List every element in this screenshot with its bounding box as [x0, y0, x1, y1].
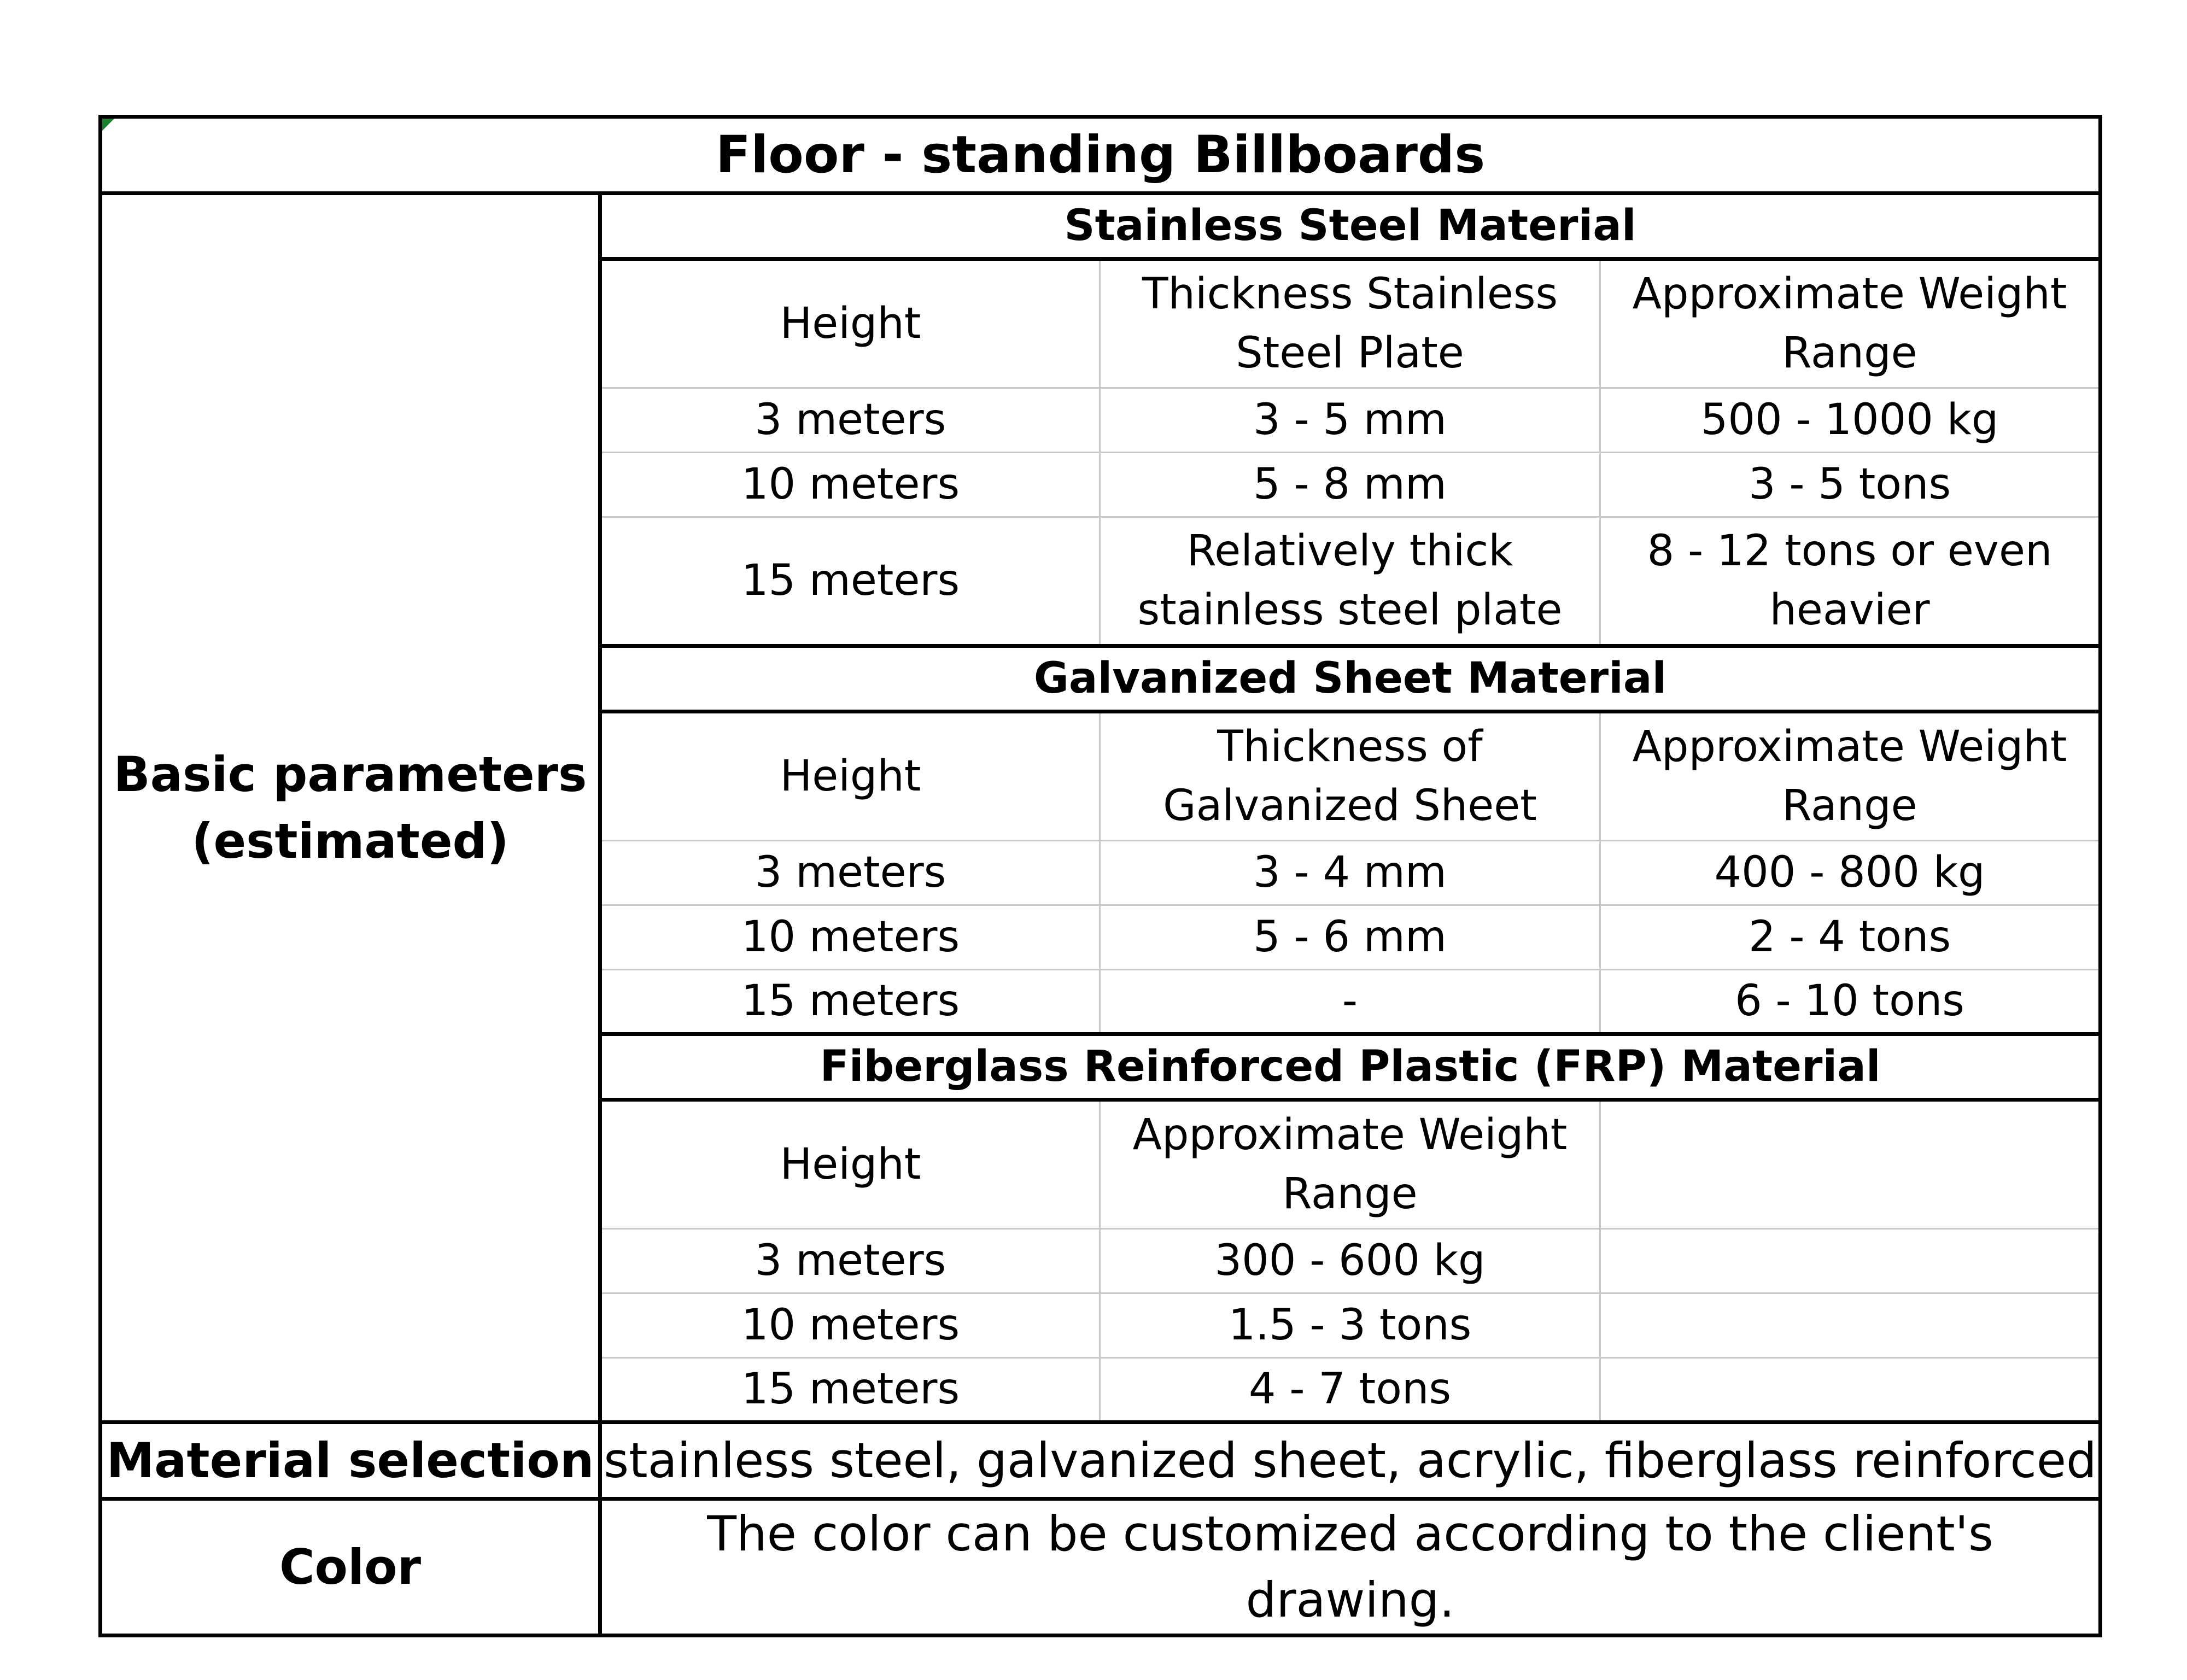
- header-weight: Approximate Weight Range: [1600, 712, 2101, 841]
- header-weight: Approximate Weight Range: [1600, 259, 2101, 388]
- empty-cell: [1600, 1358, 2101, 1423]
- table-cell: 3 meters: [600, 388, 1100, 453]
- table-cell: 500 - 1000 kg: [1600, 388, 2101, 453]
- table-cell: 15 meters: [600, 517, 1100, 646]
- table-cell: 15 meters: [600, 1358, 1100, 1423]
- table-cell: 3 - 4 mm: [1100, 841, 1600, 905]
- table-cell: 1.5 - 3 tons: [1100, 1293, 1600, 1358]
- table-cell: -: [1100, 970, 1600, 1034]
- table-cell: 300 - 600 kg: [1100, 1229, 1600, 1293]
- section-title-galvanized: Galvanized Sheet Material: [600, 646, 2101, 712]
- table-cell: 5 - 6 mm: [1100, 905, 1600, 970]
- basic-parameters-line1: Basic parameters: [113, 746, 587, 803]
- basic-parameters-label: [101, 194, 600, 1423]
- table-cell: 400 - 800 kg: [1600, 841, 2101, 905]
- cell-corner-indicator: [102, 119, 114, 131]
- color-label: Color: [101, 1499, 600, 1636]
- header-height: Height: [600, 259, 1100, 388]
- basic-parameters-line2: (estimated): [191, 812, 509, 869]
- table-title-cell: [101, 117, 2101, 194]
- table-cell: 6 - 10 tons: [1600, 970, 2101, 1034]
- header-height: Height: [600, 1100, 1100, 1229]
- table-cell: 10 meters: [600, 905, 1100, 970]
- header-weight: Approximate Weight Range: [1100, 1100, 1600, 1229]
- section-title-stainless: Stainless Steel Material: [600, 194, 2101, 259]
- material-selection-label: Material selection: [101, 1423, 600, 1499]
- table-cell: 4 - 7 tons: [1100, 1358, 1600, 1423]
- table-cell: 3 - 5 tons: [1600, 453, 2101, 517]
- table-cell: 5 - 8 mm: [1100, 453, 1600, 517]
- header-thickness: Thickness of Galvanized Sheet: [1100, 712, 1600, 841]
- section-title-frp: Fiberglass Reinforced Plastic (FRP) Material: [600, 1034, 2101, 1100]
- table-cell: Relatively thick stainless steel plate: [1100, 517, 1600, 646]
- table-title: Floor - standing Billboards: [715, 125, 1486, 185]
- empty-cell: [1600, 1293, 2101, 1358]
- material-selection-value: stainless steel, galvanized sheet, acrylic, fiberglass reinforced: [600, 1423, 2101, 1499]
- empty-cell: [1600, 1229, 2101, 1293]
- table-cell: 3 - 5 mm: [1100, 388, 1600, 453]
- table-cell: 3 meters: [600, 1229, 1100, 1293]
- table-cell: 15 meters: [600, 970, 1100, 1034]
- table-cell: 2 - 4 tons: [1600, 905, 2101, 970]
- empty-cell: [1600, 1100, 2101, 1229]
- header-height: Height: [600, 712, 1100, 841]
- table-cell: 3 meters: [600, 841, 1100, 905]
- table-cell: 10 meters: [600, 1293, 1100, 1358]
- header-thickness: Thickness Stainless Steel Plate: [1100, 259, 1600, 388]
- color-value: The color can be customized according to the client's drawing.: [600, 1499, 2101, 1636]
- table-cell: 10 meters: [600, 453, 1100, 517]
- table-cell: 8 - 12 tons or even heavier: [1600, 517, 2101, 646]
- billboard-spec-table: [98, 115, 2102, 1637]
